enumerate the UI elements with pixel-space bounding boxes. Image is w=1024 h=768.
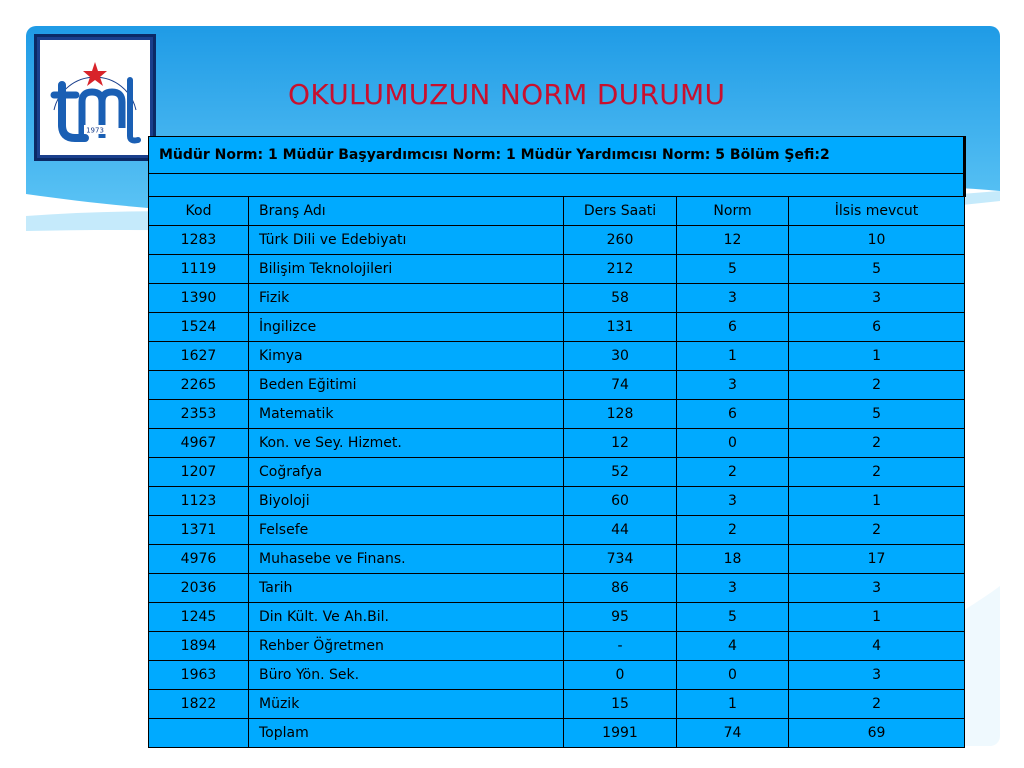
cell-ilsis-mevcut: 5	[789, 255, 965, 284]
header-ders-saati: Ders Saati	[564, 197, 677, 226]
table-row	[149, 458, 965, 487]
cell-brans-adi: Fizik	[249, 284, 564, 313]
cell-brans-adi: Tarih	[249, 574, 564, 603]
cell-ilsis-mevcut: 17	[789, 545, 965, 574]
cell-kod: 2265	[149, 371, 249, 400]
cell-norm: 1	[677, 342, 789, 371]
cell-ders-saati: 86	[564, 574, 677, 603]
table-row	[149, 632, 965, 661]
cell-norm: 3	[677, 574, 789, 603]
cell-ders-saati: 44	[564, 516, 677, 545]
cell-ders-saati: 60	[564, 487, 677, 516]
cell-kod: 4976	[149, 545, 249, 574]
school-logo	[37, 37, 153, 158]
cell-kod: 1390	[149, 284, 249, 313]
cell-kod: 4967	[149, 429, 249, 458]
table-row	[149, 226, 965, 255]
cell-ilsis-mevcut: 5	[789, 400, 965, 429]
cell-kod: 1207	[149, 458, 249, 487]
cell-ders-saati: 30	[564, 342, 677, 371]
total-brans-adi: Toplam	[249, 719, 564, 748]
cell-ders-saati: -	[564, 632, 677, 661]
cell-ders-saati: 260	[564, 226, 677, 255]
table-row	[149, 255, 965, 284]
header-row	[149, 197, 965, 226]
cell-ilsis-mevcut: 2	[789, 429, 965, 458]
cell-norm: 4	[677, 632, 789, 661]
cell-ilsis-mevcut: 3	[789, 574, 965, 603]
total-ilsis-mevcut: 69	[789, 719, 965, 748]
cell-ders-saati: 95	[564, 603, 677, 632]
cell-kod: 1524	[149, 313, 249, 342]
total-norm: 74	[677, 719, 789, 748]
total-ders-saati: 1991	[564, 719, 677, 748]
cell-norm: 0	[677, 661, 789, 690]
table-row	[149, 661, 965, 690]
total-kod	[149, 719, 249, 748]
cell-norm: 6	[677, 313, 789, 342]
table-row	[149, 487, 965, 516]
cell-ders-saati: 52	[564, 458, 677, 487]
cell-kod: 1371	[149, 516, 249, 545]
cell-ders-saati: 74	[564, 371, 677, 400]
cell-norm: 0	[677, 429, 789, 458]
cell-kod: 1283	[149, 226, 249, 255]
table-row	[149, 429, 965, 458]
cell-kod: 1245	[149, 603, 249, 632]
cell-ilsis-mevcut: 4	[789, 632, 965, 661]
table-row	[149, 284, 965, 313]
cell-brans-adi: Büro Yön. Sek.	[249, 661, 564, 690]
cell-ders-saati: 734	[564, 545, 677, 574]
cell-norm: 2	[677, 516, 789, 545]
cell-norm: 1	[677, 690, 789, 719]
cell-kod: 1119	[149, 255, 249, 284]
cell-ilsis-mevcut: 10	[789, 226, 965, 255]
header-ilsis-mevcut: İlsis mevcut	[789, 197, 965, 226]
cell-ilsis-mevcut: 2	[789, 371, 965, 400]
table-row	[149, 574, 965, 603]
slide-title: OKULUMUZUN NORM DURUMU	[288, 78, 726, 111]
cell-brans-adi: Biyoloji	[249, 487, 564, 516]
cell-ilsis-mevcut: 2	[789, 690, 965, 719]
cell-norm: 3	[677, 284, 789, 313]
table-row	[149, 342, 965, 371]
cell-brans-adi: Kimya	[249, 342, 564, 371]
cell-ilsis-mevcut: 1	[789, 603, 965, 632]
cell-norm: 3	[677, 371, 789, 400]
svg-text:1973: 1973	[86, 126, 104, 135]
cell-kod: 1894	[149, 632, 249, 661]
cell-kod: 1627	[149, 342, 249, 371]
cell-ders-saati: 15	[564, 690, 677, 719]
table-row	[149, 371, 965, 400]
cell-ders-saati: 131	[564, 313, 677, 342]
summary-text: Müdür Norm: 1 Müdür Başyardımcısı Norm: 1 Müdür Yardımcısı Norm: 5 Bölüm Şefi:2	[149, 137, 965, 174]
table-row	[149, 545, 965, 574]
table-row	[149, 690, 965, 719]
cell-ilsis-mevcut: 3	[789, 661, 965, 690]
header-brans-adi: Branş Adı	[249, 197, 564, 226]
cell-ilsis-mevcut: 3	[789, 284, 965, 313]
cell-ilsis-mevcut: 2	[789, 458, 965, 487]
summary-row	[149, 137, 965, 174]
cell-norm: 12	[677, 226, 789, 255]
cell-brans-adi: Coğrafya	[249, 458, 564, 487]
blank-cell	[149, 174, 965, 197]
table-row	[149, 400, 965, 429]
cell-brans-adi: Kon. ve Sey. Hizmet.	[249, 429, 564, 458]
cell-ders-saati: 0	[564, 661, 677, 690]
cell-brans-adi: Muhasebe ve Finans.	[249, 545, 564, 574]
cell-ilsis-mevcut: 2	[789, 516, 965, 545]
cell-brans-adi: Din Kült. Ve Ah.Bil.	[249, 603, 564, 632]
cell-brans-adi: Matematik	[249, 400, 564, 429]
table-row	[149, 313, 965, 342]
cell-kod: 1822	[149, 690, 249, 719]
cell-norm: 6	[677, 400, 789, 429]
cell-brans-adi: Bilişim Teknolojileri	[249, 255, 564, 284]
cell-ders-saati: 128	[564, 400, 677, 429]
cell-ilsis-mevcut: 6	[789, 313, 965, 342]
cell-ders-saati: 12	[564, 429, 677, 458]
cell-norm: 5	[677, 603, 789, 632]
table-row	[149, 603, 965, 632]
cell-norm: 18	[677, 545, 789, 574]
cell-norm: 3	[677, 487, 789, 516]
cell-kod: 2036	[149, 574, 249, 603]
cell-ders-saati: 58	[564, 284, 677, 313]
cell-brans-adi: İngilizce	[249, 313, 564, 342]
total-row	[149, 719, 965, 748]
cell-brans-adi: Müzik	[249, 690, 564, 719]
cell-ilsis-mevcut: 1	[789, 487, 965, 516]
cell-norm: 5	[677, 255, 789, 284]
header-kod: Kod	[149, 197, 249, 226]
table-row	[149, 516, 965, 545]
cell-brans-adi: Türk Dili ve Edebiyatı	[249, 226, 564, 255]
cell-ders-saati: 212	[564, 255, 677, 284]
blank-row	[149, 174, 965, 197]
header-norm: Norm	[677, 197, 789, 226]
norm-table	[148, 136, 966, 748]
cell-ilsis-mevcut: 1	[789, 342, 965, 371]
cell-brans-adi: Rehber Öğretmen	[249, 632, 564, 661]
cell-kod: 1123	[149, 487, 249, 516]
cell-norm: 2	[677, 458, 789, 487]
cell-brans-adi: Felsefe	[249, 516, 564, 545]
cell-brans-adi: Beden Eğitimi	[249, 371, 564, 400]
cell-kod: 1963	[149, 661, 249, 690]
cell-kod: 2353	[149, 400, 249, 429]
